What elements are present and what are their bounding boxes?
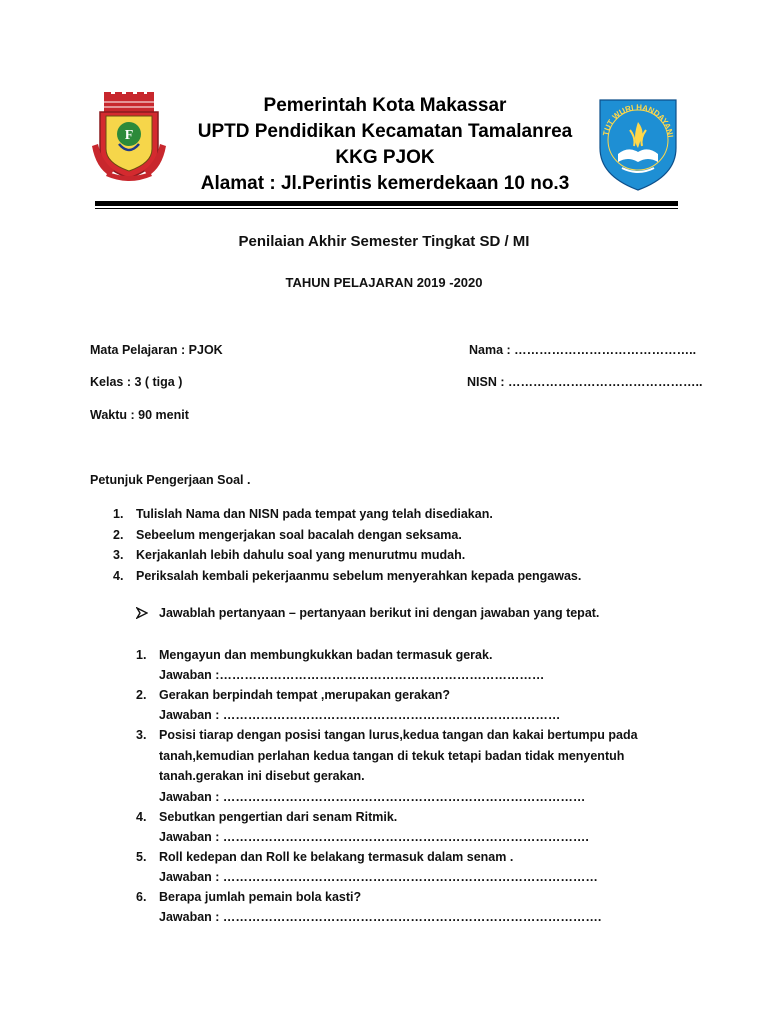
question-number: 6. — [136, 889, 147, 904]
answer-line — [0, 787, 768, 807]
answer-line — [0, 867, 768, 887]
question-number: 4. — [136, 809, 147, 824]
question-text-continued — [0, 766, 768, 787]
question-number: 1. — [136, 648, 147, 662]
logo-right-text: TUT WURI HANDAYANI — [601, 102, 675, 138]
question-item — [0, 887, 768, 907]
list-item-text: Sebeelum mengerjakan soal bacalah dengan seksama. — [136, 527, 462, 542]
list-item-number: 2. — [113, 527, 124, 542]
list-item-text: Periksalah kembali pekerjaanmu sebelum menyerahkan kepada pengawas. — [136, 568, 582, 583]
answer-line — [0, 907, 768, 927]
list-item-text: Kerjakanlah lebih dahulu soal yang menurutmu mudah. — [136, 548, 466, 562]
list-item — [0, 566, 768, 587]
student-name-field: Nama : …………………………………….. — [469, 343, 697, 357]
question-text: tanah.gerakan ini disebut gerakan. — [159, 769, 365, 783]
question-item — [0, 847, 768, 867]
instructions-list — [0, 504, 768, 586]
answer-blank: Jawaban : ……………………………………………………………………………… — [159, 869, 598, 884]
svg-text:F: F — [124, 128, 134, 143]
question-text: Posisi tiarap dengan posisi tangan lurus,kedua tangan dan kakai bertumpu pada — [159, 728, 638, 742]
list-item-text: Tulislah Nama dan NISN pada tempat yang telah disediakan. — [136, 507, 493, 521]
question-item — [0, 645, 768, 665]
subject-label: Mata Pelajaran : PJOK — [90, 343, 223, 357]
list-item-number: 3. — [113, 548, 124, 562]
question-item — [0, 807, 768, 827]
exam-title: Penilaian Akhir Semester Tingkat SD / MI — [238, 233, 530, 250]
letterhead-divider-thick — [95, 201, 678, 206]
letterhead-line-kkg: KKG PJOK — [335, 147, 435, 168]
question-text: Roll kedepan dan Roll ke belakang termasuk dalam senam . — [159, 849, 514, 864]
question-number: 2. — [136, 688, 147, 702]
list-item — [0, 504, 768, 525]
question-text: Sebutkan pengertian dari senam Ritmik. — [159, 809, 398, 824]
nisn-field: NISN : ……………………………………….. — [467, 375, 703, 389]
answer-blank: Jawaban : …………………………………………………………………………… — [159, 789, 586, 804]
list-item — [0, 545, 768, 566]
question-text: tanah,kemudian perlahan kedua tangan di tekuk tetapi badan tidak menyentuh — [159, 748, 625, 763]
arrow-bullet-icon — [136, 602, 148, 623]
questions-list — [0, 645, 768, 927]
question-item — [0, 685, 768, 705]
letterhead-line-uptd: UPTD Pendidikan Kecamatan Tamalanrea — [197, 121, 573, 142]
question-text: Mengayun dan membungkukkan badan termasuk gerak. — [159, 648, 493, 662]
list-item-number: 1. — [113, 507, 124, 521]
academic-year: TAHUN PELAJARAN 2019 -2020 — [285, 275, 483, 290]
time-label: Waktu : 90 menit — [90, 408, 189, 422]
class-label: Kelas : 3 ( tiga ) — [90, 375, 183, 389]
list-item — [0, 525, 768, 546]
answer-blank: Jawaban : ……………………………………………………………………………. — [159, 829, 589, 844]
letterhead-line-address: Alamat : Jl.Perintis kemerdekaan 10 no.3 — [200, 173, 570, 194]
question-text: Berapa jumlah pemain bola kasti? — [159, 889, 362, 904]
instructions-heading: Petunjuk Pengerjaan Soal . — [90, 473, 251, 487]
list-item-number: 4. — [113, 568, 124, 583]
answer-directive-text: Jawablah pertanyaan – pertanyaan berikut ini dengan jawaban yang tepat. — [159, 606, 600, 620]
answer-directive — [0, 603, 768, 623]
letterhead — [0, 0, 768, 215]
answer-line — [0, 705, 768, 725]
answer-blank: Jawaban :…………………………………………………………………… — [159, 668, 545, 682]
question-number: 3. — [136, 728, 147, 742]
answer-line — [0, 827, 768, 847]
answer-blank: Jawaban : ……………………………………………………………………… — [159, 708, 561, 722]
question-text: Gerakan berpindah tempat ,merupakan gerakan? — [159, 688, 451, 702]
question-number: 5. — [136, 849, 147, 864]
letterhead-divider-thin — [95, 208, 678, 209]
question-item — [0, 725, 768, 746]
tut-wuri-handayani-emblem-icon — [596, 92, 680, 192]
question-text-continued — [0, 746, 768, 767]
letterhead-line-government: Pemerintah Kota Makassar — [263, 95, 507, 116]
answer-line — [0, 665, 768, 685]
answer-blank: Jawaban : ………………………………………………………………………………. — [159, 909, 602, 924]
